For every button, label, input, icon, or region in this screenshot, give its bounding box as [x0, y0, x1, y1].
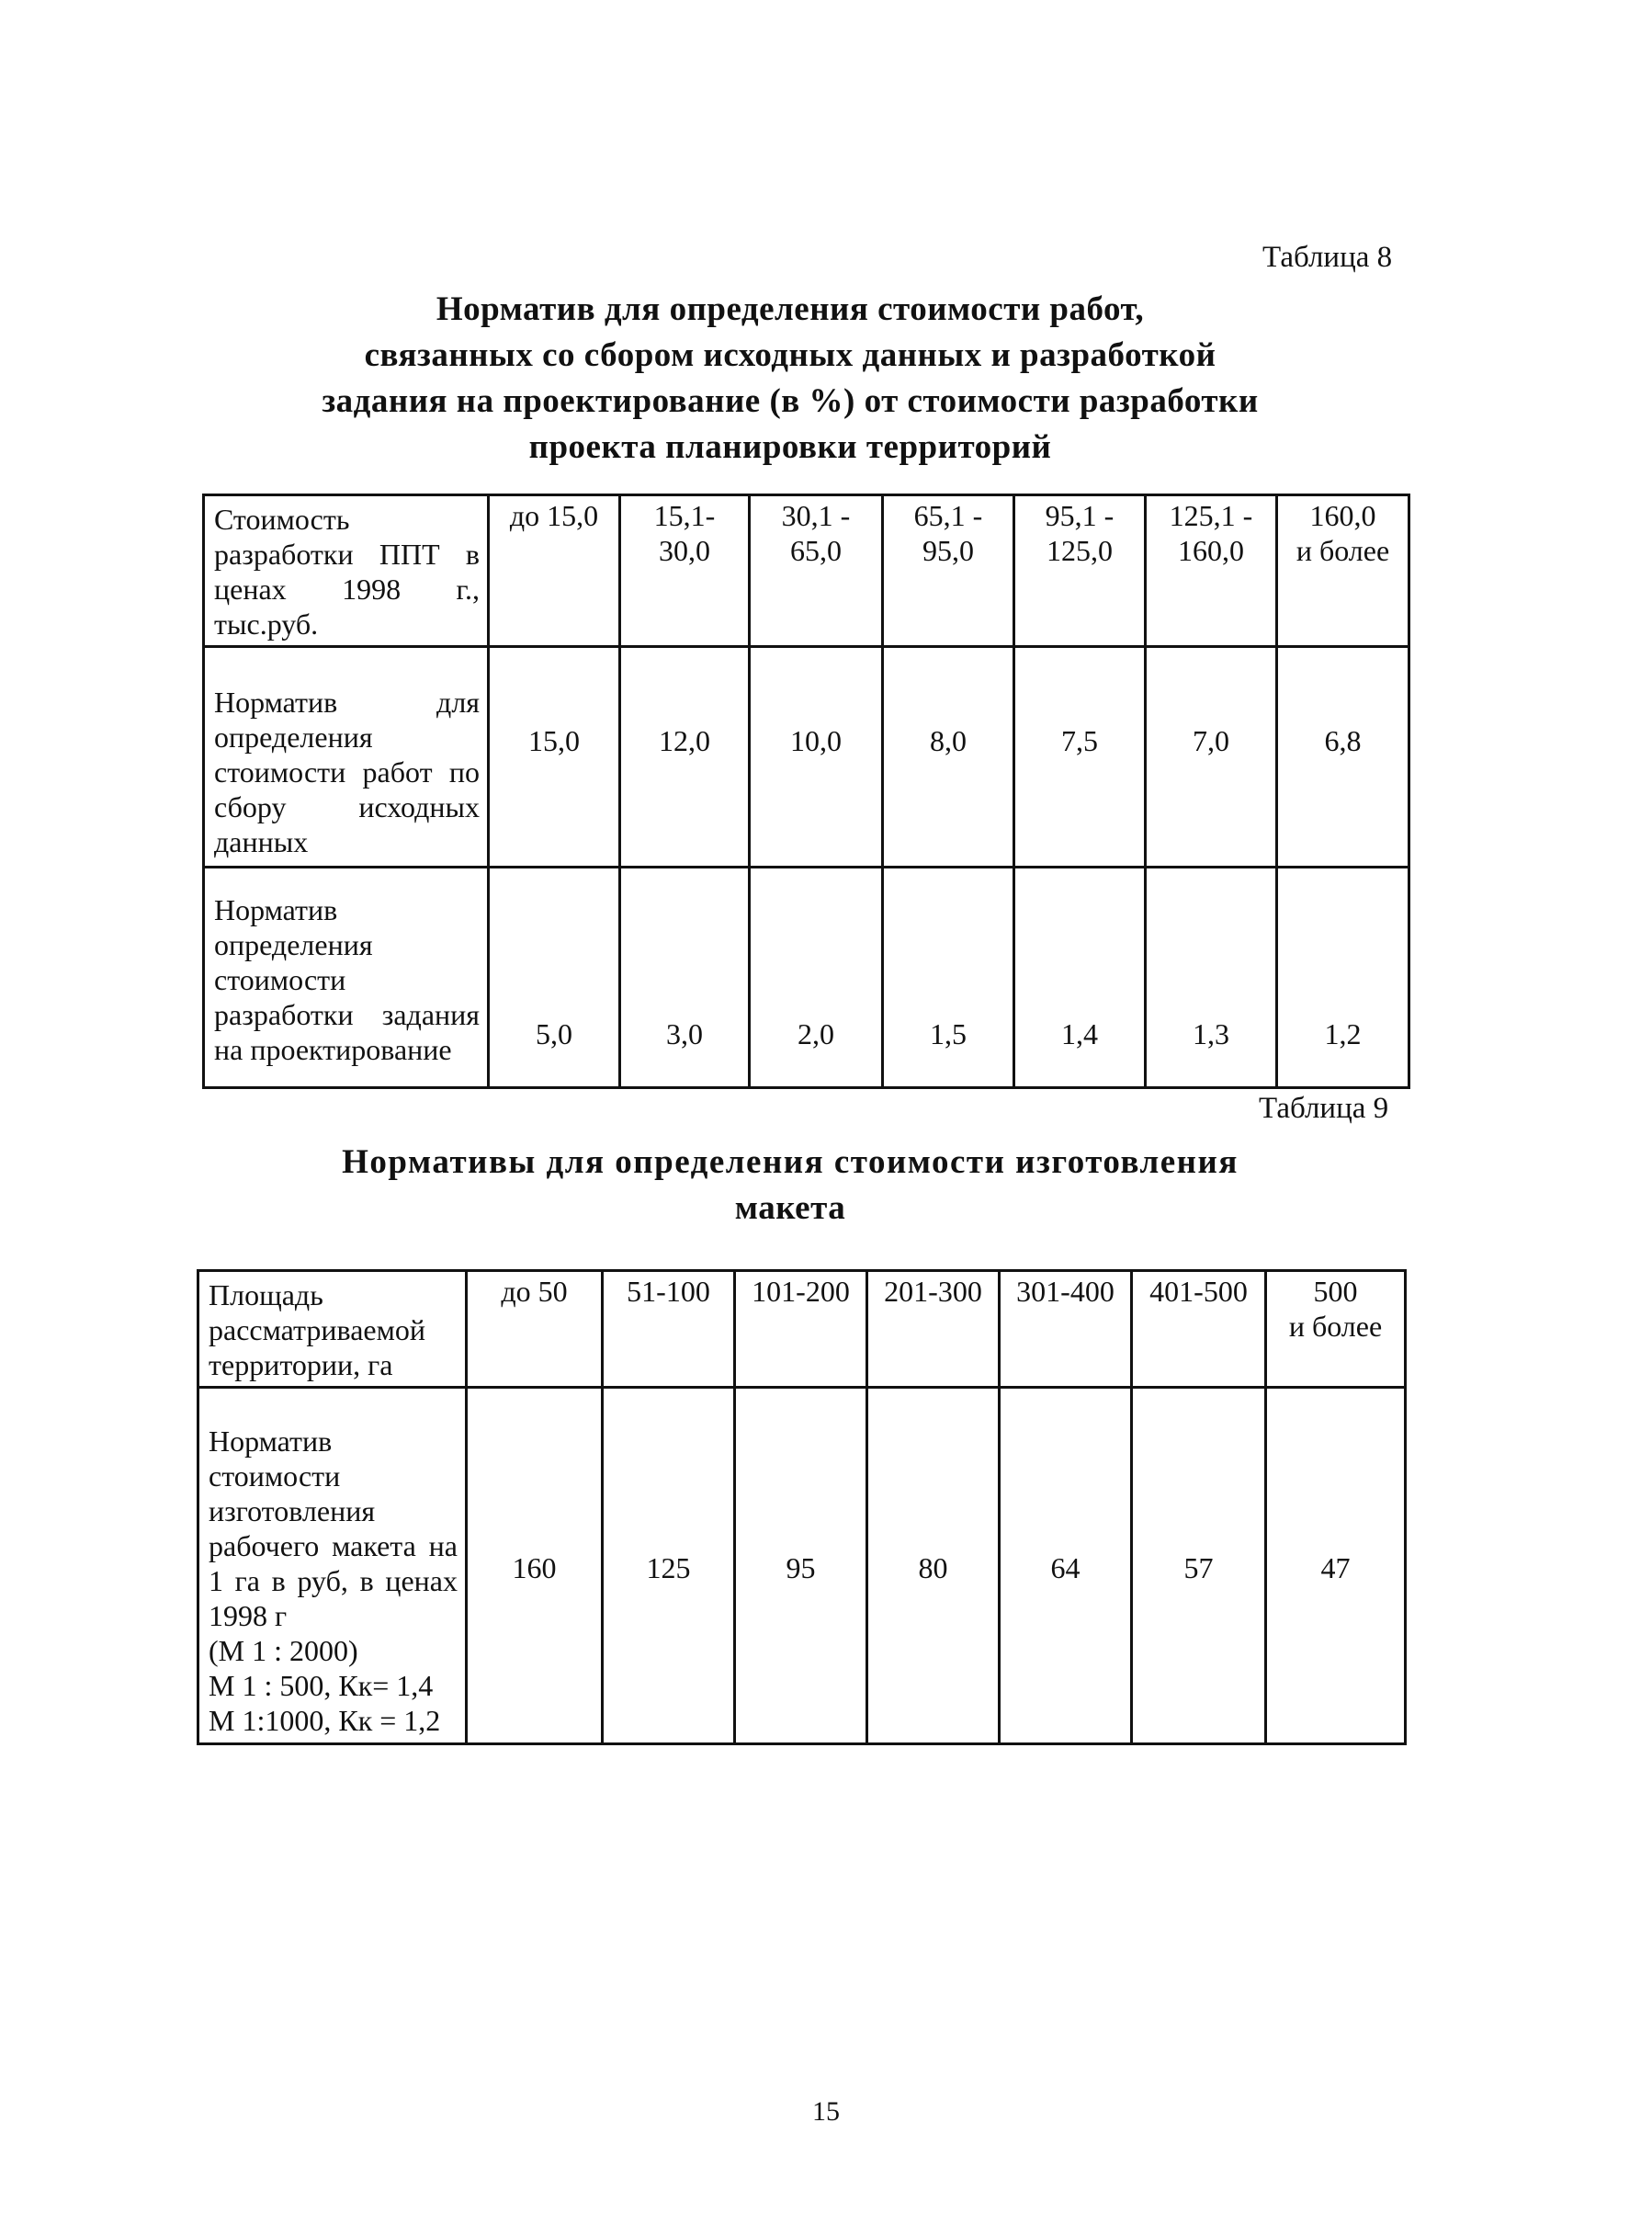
table8-cell: 7,0 [1146, 647, 1277, 868]
table8 [202, 494, 1410, 1089]
table9-col-header: до 50 [467, 1271, 603, 1388]
table8-col-header: 95,1 - 125,0 [1014, 495, 1146, 647]
table8-col-header: 125,1 - 160,0 [1146, 495, 1277, 647]
table8-row [204, 647, 1409, 868]
table8-row-label: Норматив определения стоимости разработки задания на проектирование [204, 868, 489, 1088]
table9-title [184, 1140, 1397, 1232]
table8-col-header: до 15,0 [489, 495, 620, 647]
table9-cell: 95 [735, 1388, 867, 1744]
table8-title-line: Норматив для определения стоимости работ, [436, 290, 1145, 328]
table8-col-header: 15,1- 30,0 [620, 495, 750, 647]
table9-label: Таблица 9 [1259, 1092, 1389, 1125]
table8-title-line: связанных со сбором исходных данных и разработкой [364, 336, 1216, 374]
table8-row [204, 868, 1409, 1088]
table9 [197, 1269, 1407, 1745]
table8-header-label: Стоимость разработки ППТ в ценах 1998 г., тыс.руб. [204, 495, 489, 647]
page-number: 15 [812, 2096, 840, 2127]
table8-cell: 12,0 [620, 647, 750, 868]
table9-cell: 64 [1000, 1388, 1132, 1744]
table8-title-line: проекта планировки территорий [528, 428, 1052, 466]
table9-col-header: 51-100 [603, 1271, 735, 1388]
table9-col-header: 500 и более [1266, 1271, 1406, 1388]
table8-cell: 7,5 [1014, 647, 1146, 868]
table8-header-row [204, 495, 1409, 647]
table8-cell: 1,3 [1146, 868, 1277, 1088]
table8-cell: 10,0 [750, 647, 883, 868]
table8-cell: 1,4 [1014, 868, 1146, 1088]
table9-col-header: 201-300 [867, 1271, 1000, 1388]
table8-cell: 8,0 [883, 647, 1014, 868]
table9-cell: 80 [867, 1388, 1000, 1744]
table9-header-label: Площадь рассматриваемой территории, га [198, 1271, 467, 1388]
table9-col-header: 401-500 [1132, 1271, 1266, 1388]
table8-col-header: 160,0 и более [1277, 495, 1409, 647]
table8-cell: 2,0 [750, 868, 883, 1088]
table8-col-header: 65,1 - 95,0 [883, 495, 1014, 647]
table9-row [198, 1388, 1406, 1744]
table9-header-row [198, 1271, 1406, 1388]
table9-row-label-line: Норматив стоимости изготовления рабочего макета на 1 га в руб, в ценах 1998 г [209, 1424, 458, 1632]
table8-title-line: задания на проектирование (в %) от стоимости разработки [322, 382, 1259, 420]
table9-col-header: 101-200 [735, 1271, 867, 1388]
table8-title [184, 287, 1397, 471]
table9-cell: 125 [603, 1388, 735, 1744]
table9-cell: 57 [1132, 1388, 1266, 1744]
table9-row-label [198, 1388, 467, 1744]
table9-cell: 47 [1266, 1388, 1406, 1744]
table9-row-label-line: (М 1 : 2000) [209, 1634, 358, 1667]
table9-title-line: макета [734, 1189, 846, 1227]
table9-row-label-line: М 1:1000, Кк = 1,2 [209, 1704, 441, 1737]
table8-label: Таблица 8 [1262, 241, 1393, 274]
table8-cell: 1,2 [1277, 868, 1409, 1088]
table8-cell: 3,0 [620, 868, 750, 1088]
table8-col-header: 30,1 - 65,0 [750, 495, 883, 647]
table8-cell: 5,0 [489, 868, 620, 1088]
table9-col-header: 301-400 [1000, 1271, 1132, 1388]
table8-cell: 15,0 [489, 647, 620, 868]
table8-cell: 6,8 [1277, 647, 1409, 868]
table9-cell: 160 [467, 1388, 603, 1744]
table8-cell: 1,5 [883, 868, 1014, 1088]
table8-row-label: Норматив для определения стоимости работ по сбору исходных данных [204, 647, 489, 868]
table9-title-line: Нормативы для определения стоимости изготовления [342, 1143, 1239, 1181]
table9-row-label-line: М 1 : 500, Кк= 1,4 [209, 1669, 434, 1702]
